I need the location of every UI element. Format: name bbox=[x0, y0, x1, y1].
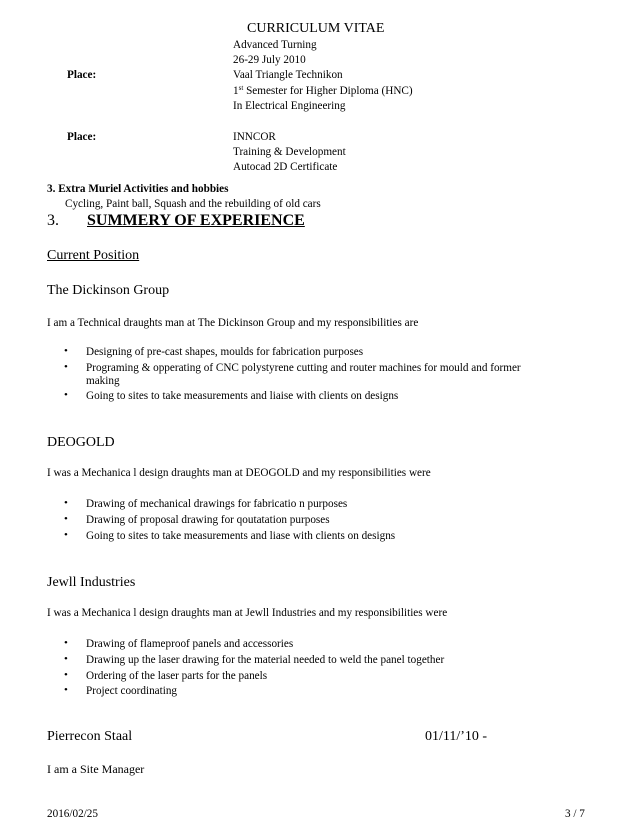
document-title: CURRICULUM VITAE bbox=[247, 21, 385, 36]
duty-item: Designing of pre-cast shapes, moulds for fabrication purposes bbox=[86, 346, 364, 358]
company-name: DEOGOLD bbox=[47, 435, 115, 450]
activities-heading: 3. Extra Muriel Activities and hobbies bbox=[47, 183, 229, 195]
course-name: Advanced Turning bbox=[233, 39, 317, 51]
bullet-icon: • bbox=[64, 361, 68, 373]
company-name: The Dickinson Group bbox=[47, 283, 170, 298]
field-of-study: In Electrical Engineering bbox=[233, 100, 346, 112]
section-heading: SUMMERY OF EXPERIENCE bbox=[87, 212, 305, 229]
duty-item: Drawing of flameproof panels and accessories bbox=[86, 638, 294, 650]
place-value: Vaal Triangle Technikon bbox=[233, 69, 343, 81]
section-number: 3. bbox=[47, 212, 59, 229]
bullet-icon: • bbox=[64, 529, 68, 541]
institution-name: INNCOR bbox=[233, 131, 276, 143]
duty-item: Drawing up the laser drawing for the material needed to weld the panel together bbox=[86, 654, 445, 666]
bullet-icon: • bbox=[64, 513, 68, 525]
job-start-date: 01/11/’10 - bbox=[425, 729, 488, 744]
bullet-icon: • bbox=[64, 684, 68, 696]
duty-item: Drawing of proposal drawing for qoutatation purposes bbox=[86, 514, 330, 526]
job-intro: I was a Mechanica l design draughts man at Jewll Industries and my responsibilities were bbox=[47, 607, 448, 619]
course-date: 26-29 July 2010 bbox=[233, 54, 306, 66]
duty-item: Programing & opperating of CNC polystyrene cutting and router machines for mould and former bbox=[86, 362, 521, 374]
duty-item: Drawing of mechanical drawings for fabricatio n purposes bbox=[86, 498, 348, 510]
place-label: Place: bbox=[67, 131, 97, 143]
duty-item: Going to sites to take measurements and liase with clients on designs bbox=[86, 530, 396, 542]
bullet-icon: • bbox=[64, 497, 68, 509]
bullet-icon: • bbox=[64, 637, 68, 649]
company-name: Pierrecon Staal bbox=[47, 729, 133, 744]
duty-item: Going to sites to take measurements and liaise with clients on designs bbox=[86, 390, 399, 402]
duty-item: Ordering of the laser parts for the panels bbox=[86, 670, 268, 682]
bullet-icon: • bbox=[64, 389, 68, 401]
duty-item: Project coordinating bbox=[86, 685, 178, 697]
place-label: Place: bbox=[67, 69, 97, 81]
page-number: 3 / 7 bbox=[565, 808, 585, 820]
bullet-icon: • bbox=[64, 653, 68, 665]
course-name: Training & Development bbox=[233, 146, 346, 158]
job-intro: I am a Technical draughts man at The Dickinson Group and my responsibilities are bbox=[47, 317, 419, 329]
job-intro: I am a Site Manager bbox=[47, 762, 145, 776]
certificate-name: Autocad 2D Certificate bbox=[233, 161, 338, 173]
footer-date: 2016/02/25 bbox=[47, 808, 98, 820]
job-intro: I was a Mechanica l design draughts man at DEOGOLD and my responsibilities were bbox=[47, 467, 431, 479]
company-name: Jewll Industries bbox=[47, 575, 136, 590]
bullet-icon: • bbox=[64, 669, 68, 681]
duty-item-continued: making bbox=[86, 375, 120, 387]
current-position-label: Current Position bbox=[47, 248, 140, 263]
activities-text: Cycling, Paint ball, Squash and the rebuilding of old cars bbox=[65, 198, 321, 210]
semester-line: 1st Semester for Higher Diploma (HNC) bbox=[233, 84, 413, 97]
bullet-icon: • bbox=[64, 345, 68, 357]
